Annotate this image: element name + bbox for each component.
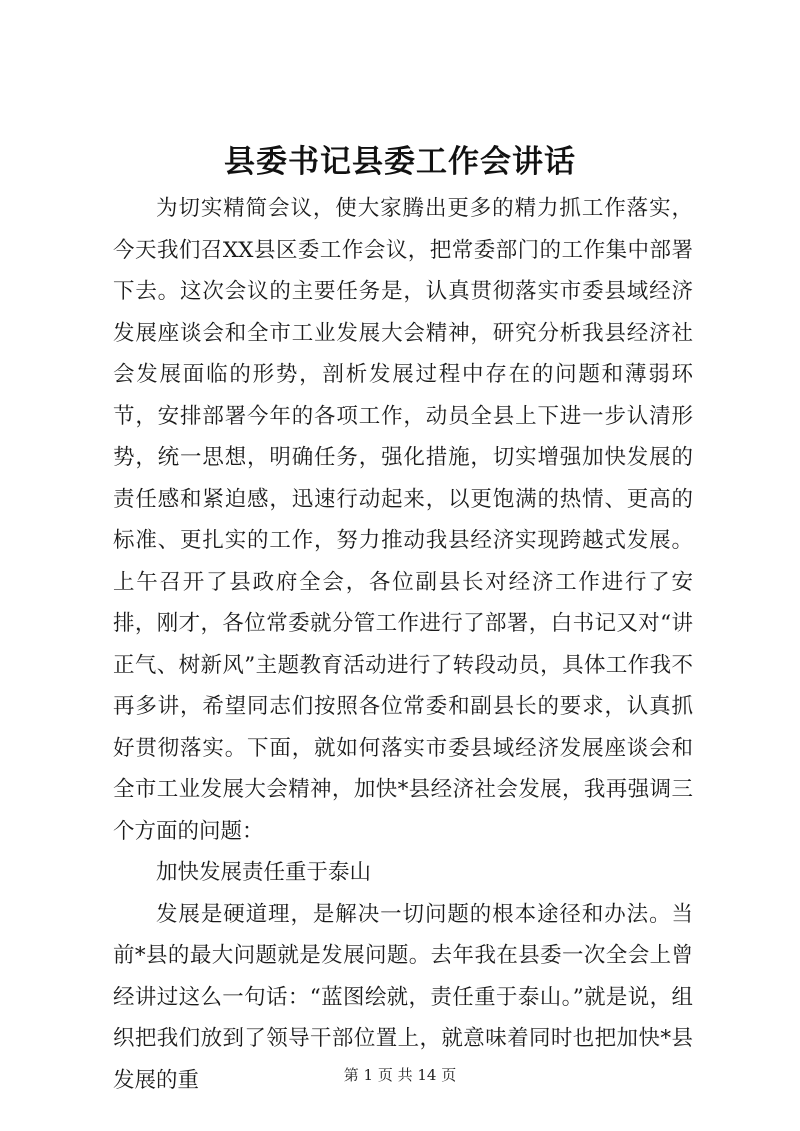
page-title: 县委书记县委工作会讲话 xyxy=(224,144,576,180)
paragraph-development: 发展是硬道理，是解决一切问题的根本途径和办法。当前*县的最大问题就是发展问题。去年我在县委一次全会上曾经讲过这么一句话：“蓝图绘就，责任重于泰山。”就是说，组织把我们放到了领导干部位置上，就意味着同时也把加快*县发展的重 xyxy=(113,901,693,1093)
page-number-footer: 第 1 页 共 14 页 xyxy=(343,1066,457,1084)
section-heading: 加快发展责任重于泰山 xyxy=(156,860,372,885)
paragraph-intro: 为切实精简会议，使大家腾出更多的精力抓工作落实，今天我们召XX县区委工作会议，把常委部门的工作集中部署下去。这次会议的主要任务是，认真贯彻落实市委县域经济发展座谈会和全市工业发展大会精神，研究分析我县经济社会发展面临的形势，剖析发展过程中存在的问题和薄弱环节，安排部署今年的各项工作，动员全县上下进一步认清形势，统一思想，明确任务，强化措施，切实增强加快发展的责任感和紧迫感，迅速行动起来，以更饱满的热情、更高的标准、更扎实的工作，努力推动我县经济实现跨越式发展。上午召开了县政府全会，各位副县长对经济工作进行了安排，刚才，各位常委就分管工作进行了部署，白书记又对“讲正气、树新风”主题教育活动进行了转段动员，具体工作我不再多讲，希望同志们按照各位常委和副县长的要求，认真抓好贯彻落实。下面，就如何落实市委县域经济发展座谈会和全市工业发展大会精神，加快*县经济社会发展，我再强调三个方面的问题： xyxy=(113,196,693,844)
document-body xyxy=(113,188,693,1101)
